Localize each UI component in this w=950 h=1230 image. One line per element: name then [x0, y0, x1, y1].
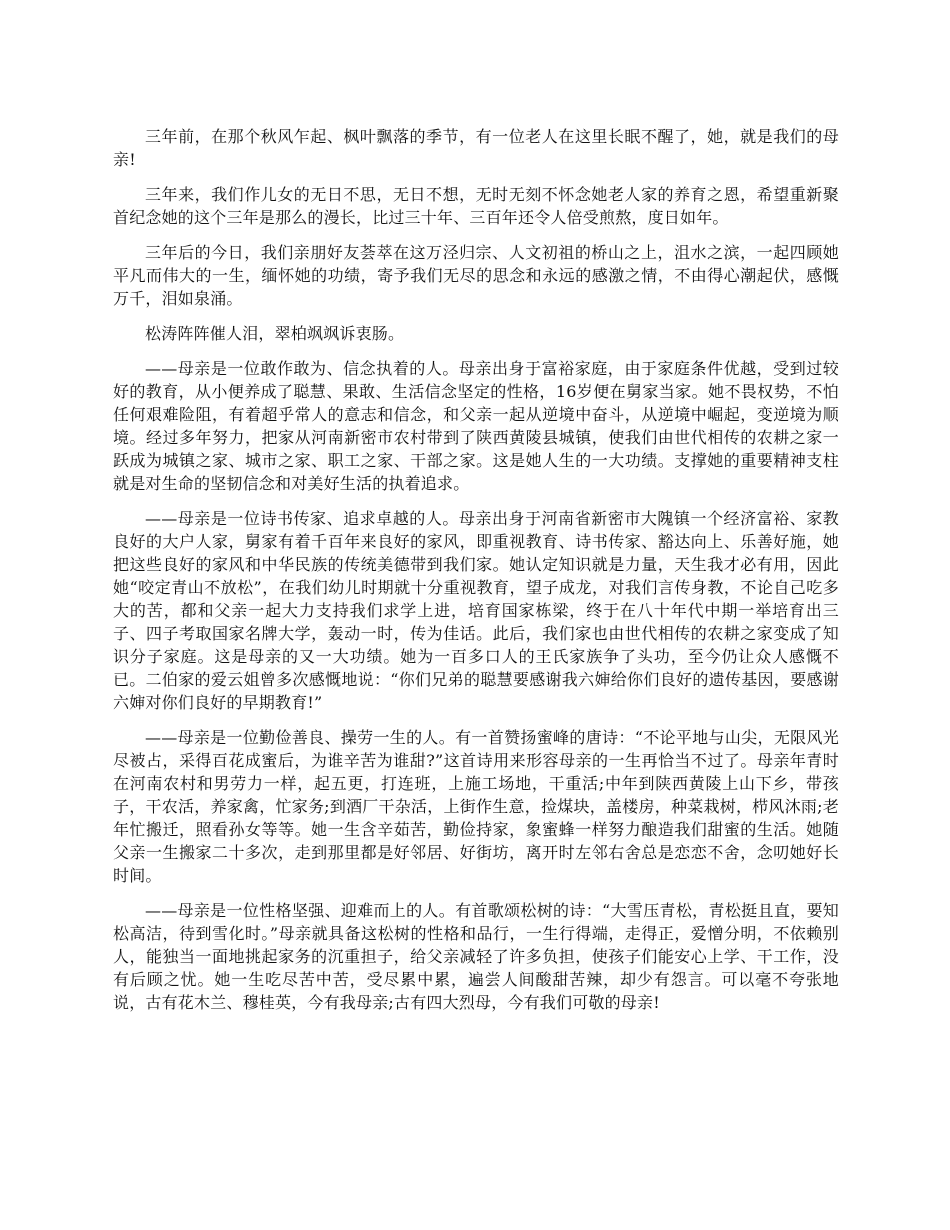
paragraph-6: ——母亲是一位诗书传家、追求卓越的人。母亲出身于河南省新密市大隗镇一个经济富裕、家教良好的大户人家，舅家有着千百年来良好的家风，即重视教育、诗书传家、豁达向上、乐善好施，她把这些良好的家风和中华民族的传统美德带到我们家。她认定知识就是力量，天生我才必有用，因此她“咬定青山不放松”，在我们幼儿时期就十分重视教育，望子成龙，对我们言传身教，不论自己吃多大的苦，都和父亲一起大力支持我们求学上进，培育国家栋梁，终于在八十年代中期一举培育出三子、四子考取国家名牌大学，轰动一时，传为佳话。此后，我们家也由世代相传的农耕之家变成了知识分子家庭。这是母亲的又一大功绩。她为一百多口人的王氏家族争了头功，至今仍让众人感慨不已。二伯家的爱云姐曾多次感慨地说：“你们兄弟的聪慧要感谢我六婶给你们良好的遗传基因，要感谢六婶对你们良好的早期教育!” [113, 509, 839, 712]
document-body [113, 125, 839, 1026]
paragraph-1: 三年前，在那个秋风乍起、枫叶飘落的季节，有一位老人在这里长眠不醒了，她，就是我们的母亲! [113, 127, 839, 169]
paragraph-5: ——母亲是一位敢作敢为、信念执着的人。母亲出身于富裕家庭，由于家庭条件优越，受到过较好的教育，从小便养成了聪慧、果敢、生活信念坚定的性格，16岁便在舅家当家。她不畏权势，不怕任何艰难险阻，有着超乎常人的意志和信念，和父亲一起从逆境中奋斗，从逆境中崛起，变逆境为顺境。经过多年努力，把家从河南新密市农村带到了陕西黄陵县城镇，使我们由世代相传的农耕之家一跃成为城镇之家、城市之家、职工之家、干部之家。这是她人生的一大功绩。支撑她的重要精神支柱就是对生命的坚韧信念和对美好生活的执着追求。 [113, 359, 839, 493]
paragraph-2: 三年来，我们作儿女的无日不思，无日不想，无时无刻不怀念她老人家的养育之恩，希望重新聚首纪念她的这个三年是那么的漫长，比过三十年、三百年还令人倍受煎熬，度日如年。 [113, 185, 839, 227]
paragraph-8: ——母亲是一位性格坚强、迎难而上的人。有首歌颂松树的诗：“大雪压青松，青松挺且直，要知松高洁，待到雪化时。”母亲就具备这松树的性格和品行，一生行得端，走得正，爱憎分明，不依赖别人，能独当一面地挑起家务的沉重担子，给父亲减轻了许多负担，使孩子们能安心上学、干工作，没有后顾之忧。她一生吃尽苦中苦，受尽累中累，遍尝人间酸甜苦辣，却少有怨言。可以毫不夸张地说，古有花木兰、穆桂英，今有我母亲;古有四大烈母，今有我们可敬的母亲! [113, 901, 839, 1012]
paragraph-7: ——母亲是一位勤俭善良、操劳一生的人。有一首赞扬蜜峰的唐诗：“不论平地与山尖，无限风光尽被占，采得百花成蜜后，为谁辛苦为谁甜?”这首诗用来形容母亲的一生再恰当不过了。母亲年青时在河南农村和男劳力一样，起五更，打连班，上施工场地，干重活;中年到陕西黄陵上山下乡，带孩子，干农活，养家禽，忙家务;到酒厂干杂活，上街作生意，捡煤块，盖楼房，种菜栽树，栉风沐雨;老年忙搬迁，照看孙女等等。她一生含辛茹苦，勤俭持家，象蜜蜂一样努力酿造我们甜蜜的生活。她随父亲一生搬家二十多次，走到那里都是好邻居、好街坊，离开时左邻右舍总是恋恋不舍，念叨她好长时间。 [113, 728, 839, 885]
paragraph-4: 松涛阵阵催人泪，翠柏飒飒诉衷肠。 [145, 324, 405, 343]
paragraph-3: 三年后的今日，我们亲朋好友荟萃在这万泾归宗、人文初祖的桥山之上，沮水之滨，一起四顾她平凡而伟大的一生，缅怀她的功绩，寄予我们无尽的思念和永远的感激之情，不由得心潮起伏，感慨万千，泪如泉涌。 [113, 243, 839, 308]
